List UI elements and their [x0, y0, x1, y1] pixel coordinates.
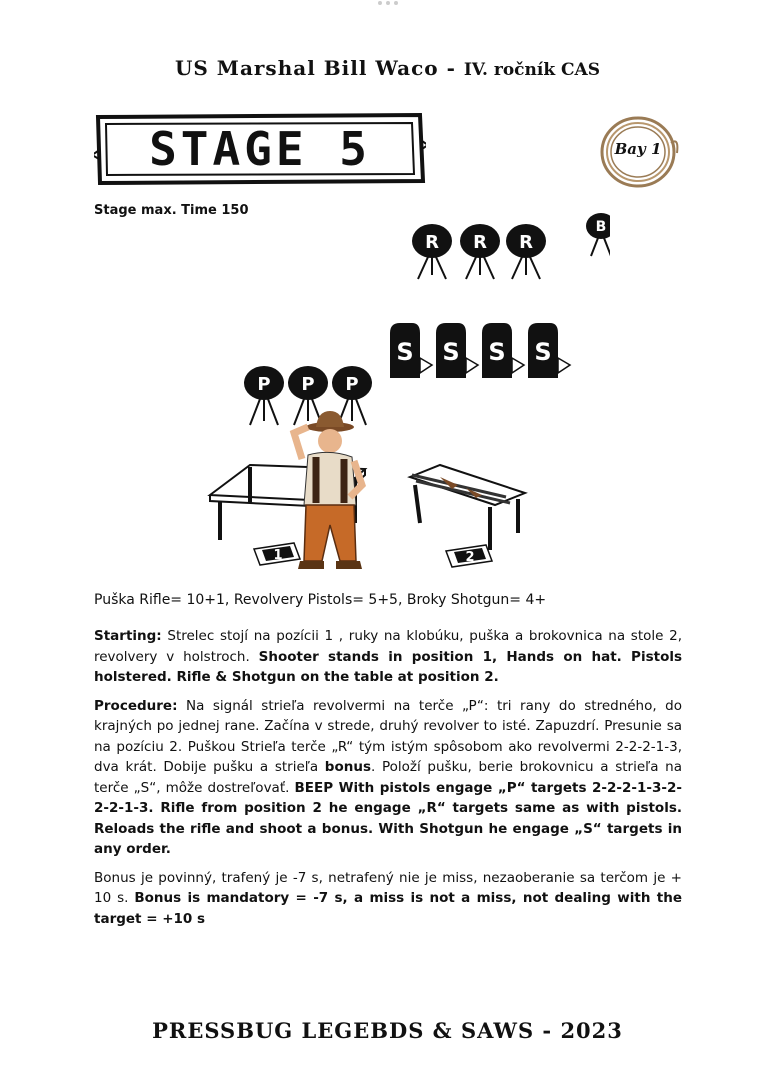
- procedure-bonus-word: bonus: [324, 759, 371, 775]
- stage-title: STAGE 5: [149, 122, 371, 176]
- stage-description: [94, 626, 682, 937]
- rifle-targets: [412, 224, 546, 279]
- page-handle-dots: [376, 0, 400, 6]
- procedure-paragraph: [94, 696, 682, 860]
- position-2-marker: [446, 545, 492, 567]
- starting-text-sk: Strelec stojí na pozícii 1 , ruky na klobúku, puška a brokovnica na stole 2, revolvery v holstroch.: [94, 628, 682, 665]
- stage-layout-illustration: [190, 205, 610, 585]
- ammo-requirements: Puška Rifle= 10+1, Revolvery Pistols= 5+5, Broky Shotgun= 4+: [94, 592, 547, 608]
- svg-text:R: R: [473, 232, 487, 253]
- position-1-marker: [254, 543, 300, 565]
- bay-label: Bay 1: [614, 140, 662, 158]
- procedure-text-en: BEEP With pistols engage „P“ targets 2-2-2-1-3-2-2-2-1-3. Rifle from position 2 he engage „R“ targets same as with pistols. Reloads the rifle and shoot a bonus. With Shotgun he engage „S“ targets in any order.: [94, 779, 682, 857]
- page-footer: PRESSBUG LEGEBDS & SAWS - 2023: [152, 1018, 623, 1043]
- svg-text:R: R: [425, 232, 439, 253]
- shotgun-target: [482, 323, 524, 378]
- page-header: [0, 56, 775, 80]
- svg-text:P: P: [345, 374, 359, 395]
- svg-text:1: 1: [273, 548, 283, 563]
- starting-label: Starting:: [94, 628, 162, 644]
- svg-text:B: B: [595, 219, 607, 235]
- procedure-label: Procedure:: [94, 697, 178, 714]
- event-subtitle: IV. ročník CAS: [463, 60, 601, 80]
- shotgun-target: [436, 323, 478, 378]
- svg-text:P: P: [301, 374, 315, 395]
- bonus-paragraph: [94, 868, 682, 930]
- svg-text:2: 2: [465, 550, 475, 565]
- bonus-text-en: Bonus is mandatory = -7 s, a miss is not a miss, not dealing with the target = +10 s: [94, 890, 682, 927]
- shotgun-target: [390, 323, 432, 378]
- pistol-target: [244, 366, 284, 425]
- procedure-text-sk-2: . Položí pušku, berie brokovnicu a strieľa na terče „S“, môže dostreľovať.: [94, 759, 682, 796]
- rifle-target: [412, 224, 452, 279]
- stage-max-time: Stage max. Time 150: [94, 203, 249, 218]
- bonus-text-sk: Bonus je povinný, trafený je -7 s, netrafený nie je miss, nezaoberanie sa terčom je + 10 s.: [94, 869, 682, 906]
- svg-text:S: S: [534, 338, 552, 366]
- shotgun-targets: [390, 323, 570, 378]
- svg-text:S: S: [488, 338, 506, 366]
- pistol-targets: [244, 366, 372, 425]
- shotgun-target: [528, 323, 570, 378]
- event-title: US Marshal Bill Waco -: [174, 56, 456, 80]
- svg-text:S: S: [396, 338, 414, 366]
- svg-text:P: P: [257, 374, 271, 395]
- procedure-text-sk: Na signál strieľa revolvermi na terče „P“: tri rany do stredného, do krajných po jednej rane. Začína v strede, druhý revolver to isté. Zapuzdrí. Presunie sa na pozíciu 2. Puškou Strieľa terče „R“ tým istým spôsobom ako revolvermi 2-2-2-1-3, dva krát. Dobije pušku a strieľa: [94, 697, 682, 775]
- starting-paragraph: [94, 626, 682, 688]
- svg-text:R: R: [519, 232, 533, 253]
- rifle-target: [460, 224, 500, 279]
- starting-text-en: Shooter stands in position 1, Hands on hat. Pistols holstered. Rifle & Shotgun on the table at position 2.: [94, 648, 683, 685]
- rifle-target: [506, 224, 546, 279]
- svg-text:S: S: [442, 338, 460, 366]
- bonus-target: [586, 213, 610, 256]
